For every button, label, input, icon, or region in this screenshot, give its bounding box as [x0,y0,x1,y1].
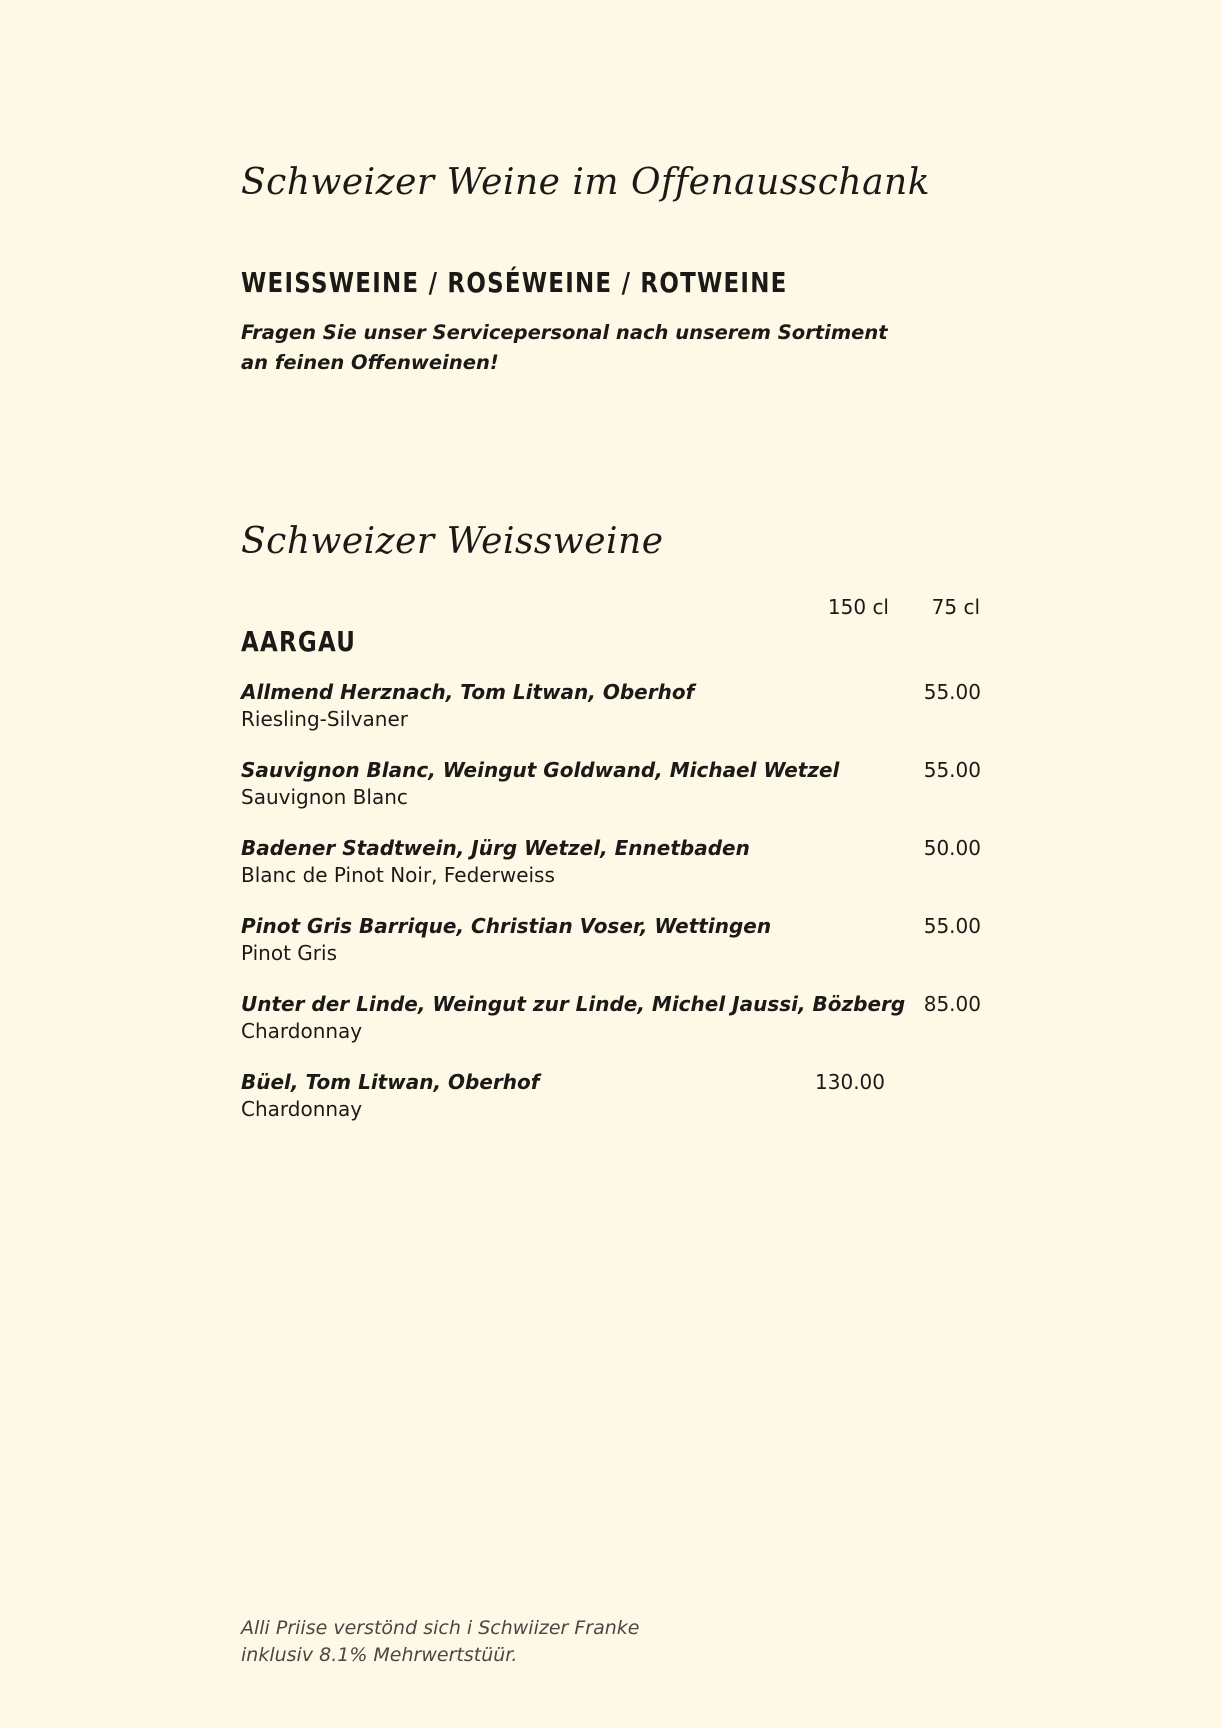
intro-line-2: an feinen Offenweinen! [241,351,499,374]
wine-grape: Chardonnay [241,1019,363,1043]
wine-price-75cl: 85.00 [923,992,981,1016]
wine-item [241,680,981,740]
wine-types-heading: WEISSWEINE / ROSÉWEINE / ROTWEINE [241,266,788,299]
wine-name: Badener Stadtwein, Jürg Wetzel, Ennetbaden [241,836,750,860]
intro-line-1: Fragen Sie unser Servicepersonal nach unserem Sortiment [241,321,888,344]
section-title-offenausschank: Schweizer Weine im Offenausschank [241,162,931,203]
region-heading: AARGAU [241,625,357,658]
wine-price-75cl: 55.00 [923,758,981,782]
wine-item [241,836,981,896]
wine-name: Sauvignon Blanc, Weingut Goldwand, Michael Wetzel [241,758,840,782]
wine-grape: Pinot Gris [241,941,337,965]
wine-price-75cl: 55.00 [923,680,981,704]
wine-name: Büel, Tom Litwan, Oberhof [241,1070,540,1094]
wine-name: Pinot Gris Barrique, Christian Voser, Wettingen [241,914,772,938]
column-header-150cl: 150 cl [827,595,889,619]
wine-item [241,1070,981,1130]
wine-price-75cl: 55.00 [923,914,981,938]
wine-grape: Blanc de Pinot Noir, Federweiss [241,863,555,887]
footnote-line-1: Alli Priise verstönd sich i Schwiizer Franke [241,1617,640,1639]
wine-grape: Chardonnay [241,1097,363,1121]
wine-item [241,992,981,1052]
wine-name: Unter der Linde, Weingut zur Linde, Michel Jaussi, Bözberg [241,992,906,1016]
wine-item [241,758,981,818]
section-title-weissweine: Schweizer Weissweine [241,521,664,562]
wine-item [241,914,981,974]
column-header-75cl: 75 cl [931,595,980,619]
wine-price-150cl: 130.00 [815,1070,885,1094]
price-footnote [241,1615,640,1669]
footnote-line-2: inklusiv 8.1% Mehrwertstüür. [241,1644,518,1666]
wine-grape: Riesling-Silvaner [241,707,408,731]
wine-grape: Sauvignon Blanc [241,785,408,809]
intro-text [241,318,888,378]
wine-name: Allmend Herznach, Tom Litwan, Oberhof [241,680,695,704]
wine-price-75cl: 50.00 [923,836,981,860]
